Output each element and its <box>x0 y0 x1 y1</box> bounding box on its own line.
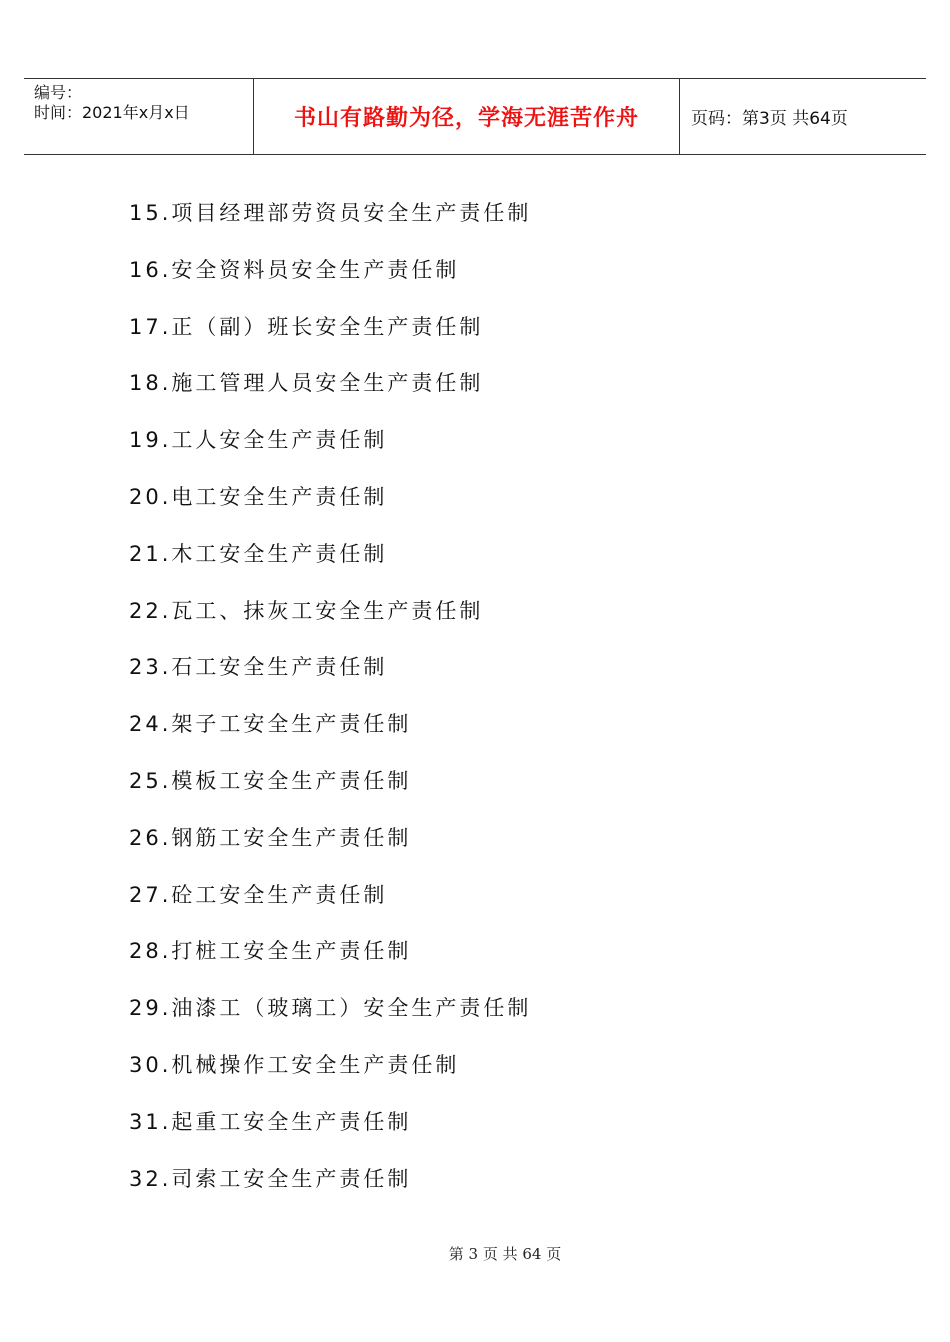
list-item: 19.工人安全生产责任制 <box>129 428 388 453</box>
responsibility-list <box>129 195 531 1217</box>
list-item: 20.电工安全生产责任制 <box>129 484 388 509</box>
page-header <box>24 78 926 155</box>
list-item: 16.安全资料员安全生产责任制 <box>129 257 460 282</box>
list-item: 25.模板工安全生产责任制 <box>129 768 412 793</box>
list-item: 26.钢筋工安全生产责任制 <box>129 825 412 850</box>
header-meta <box>24 79 254 154</box>
list-item: 15.项目经理部劳资员安全生产责任制 <box>129 201 532 225</box>
list-item: 17.正（副）班长安全生产责任制 <box>129 314 484 339</box>
list-item: 27.砼工安全生产责任制 <box>129 882 388 907</box>
list-item: 23.石工安全生产责任制 <box>129 655 388 680</box>
list-item: 18.施工管理人员安全生产责任制 <box>129 371 484 396</box>
header-page-info: 页码：第3页 共64页 <box>691 109 848 129</box>
time-label: 时间：2021年x月x日 <box>34 103 190 122</box>
number-label: 编号： <box>34 83 83 102</box>
list-item: 28.打桩工安全生产责任制 <box>129 939 412 964</box>
list-item: 29.油漆工（玻璃工）安全生产责任制 <box>129 996 532 1021</box>
list-item: 21.木工安全生产责任制 <box>129 541 388 566</box>
list-item: 32.司索工安全生产责任制 <box>129 1166 412 1191</box>
page-footer: 第 3 页 共 64 页 <box>448 1245 562 1263</box>
list-item: 30.机械操作工安全生产责任制 <box>129 1052 460 1077</box>
list-item: 24.架子工安全生产责任制 <box>129 712 412 737</box>
header-motto: 书山有路勤为径，学海无涯苦作舟 <box>254 79 680 154</box>
list-item: 22.瓦工、抹灰工安全生产责任制 <box>129 598 484 623</box>
list-item: 31.起重工安全生产责任制 <box>129 1109 412 1134</box>
